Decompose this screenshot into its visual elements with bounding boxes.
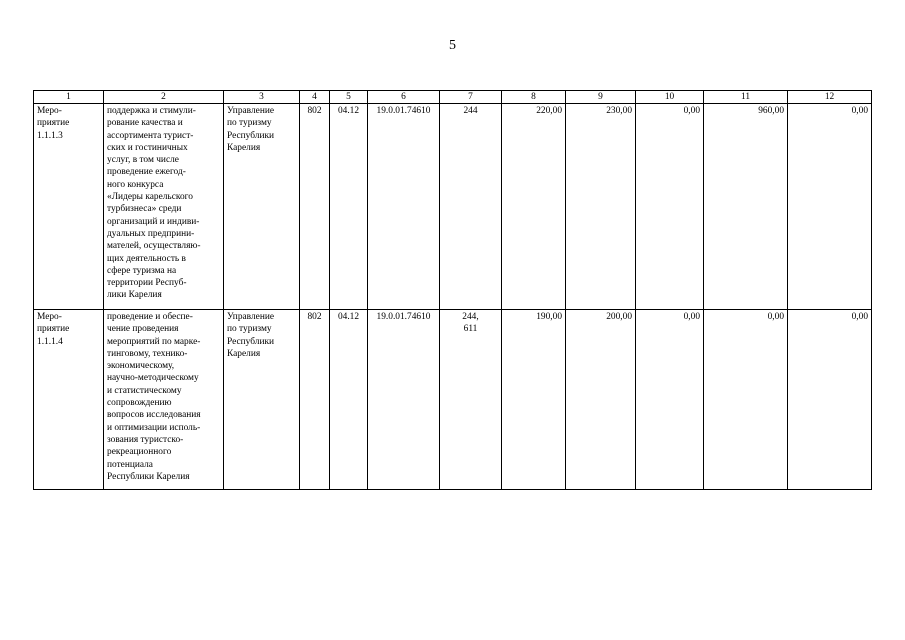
event-cell: Меро- приятие 1.1.1.3 (34, 104, 104, 310)
column-header-8: 8 (502, 91, 566, 104)
grbs-cell: 802 (300, 104, 330, 310)
executor-cell: Управление по туризму Республики Карелия (224, 310, 300, 490)
rzpr-cell: 04.12 (330, 104, 368, 310)
value-cell: 0,00 (636, 104, 704, 310)
value-cell: 220,00 (502, 104, 566, 310)
value-cell: 0,00 (636, 310, 704, 490)
value-cell: 0,00 (704, 310, 788, 490)
value-cell: 960,00 (704, 104, 788, 310)
csr-cell: 19.0.01.74610 (368, 310, 440, 490)
value-cell: 230,00 (566, 104, 636, 310)
column-header-2: 2 (104, 91, 224, 104)
column-header-12: 12 (788, 91, 872, 104)
grbs-cell: 802 (300, 310, 330, 490)
column-header-5: 5 (330, 91, 368, 104)
description-cell: поддержка и стимули- рование качества и ассортимента турист- ских и гостиничных услуг, в том числе проведение ежегод- ного конкурса «Лидеры карельского турбизнеса» среди организаций и индиви- дуальных предприни- мателей, осуществляю- щих деятельность в сфере туризма на территории Респуб- лики Карелия (104, 104, 224, 310)
budget-table (33, 90, 872, 490)
header-row (34, 91, 872, 104)
column-header-4: 4 (300, 91, 330, 104)
column-header-10: 10 (636, 91, 704, 104)
csr-cell: 19.0.01.74610 (368, 104, 440, 310)
table-row (34, 310, 872, 490)
column-header-9: 9 (566, 91, 636, 104)
column-header-3: 3 (224, 91, 300, 104)
value-cell: 190,00 (502, 310, 566, 490)
column-header-6: 6 (368, 91, 440, 104)
value-cell: 200,00 (566, 310, 636, 490)
rzpr-cell: 04.12 (330, 310, 368, 490)
page-number: 5 (449, 38, 456, 53)
description-cell: проведение и обеспе- чение проведения мероприятий по марке- тинговому, технико- экономическому, научно-методическому и статистическому сопровождению вопросов исследования и оптимизации исполь- зования туристско- рекреационного потенциала Республики Карелия (104, 310, 224, 490)
column-header-11: 11 (704, 91, 788, 104)
value-cell: 0,00 (788, 310, 872, 490)
column-header-7: 7 (440, 91, 502, 104)
vr-cell: 244, 611 (440, 310, 502, 490)
vr-cell: 244 (440, 104, 502, 310)
value-cell: 0,00 (788, 104, 872, 310)
executor-cell: Управление по туризму Республики Карелия (224, 104, 300, 310)
event-cell: Меро- приятие 1.1.1.4 (34, 310, 104, 490)
column-header-1: 1 (34, 91, 104, 104)
table-row (34, 104, 872, 310)
